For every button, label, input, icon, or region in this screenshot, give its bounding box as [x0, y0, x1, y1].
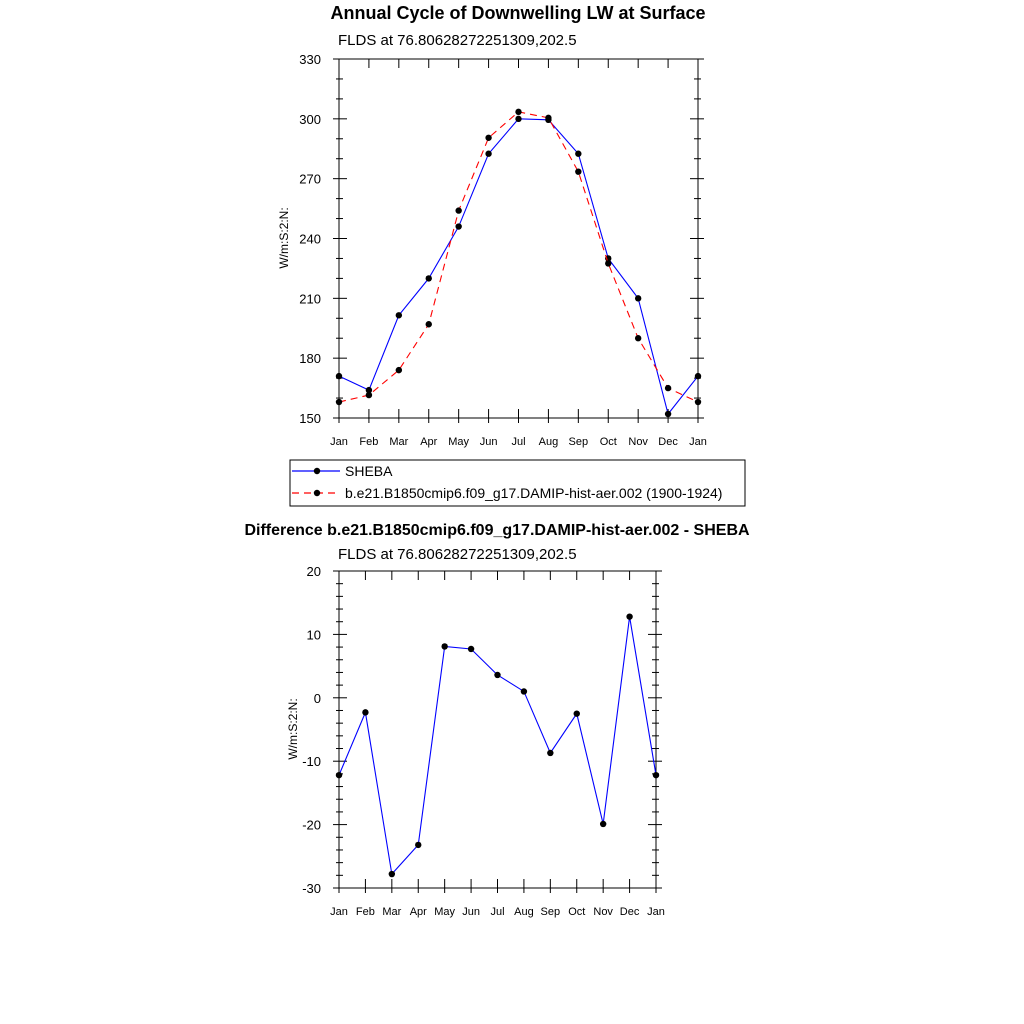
data-point	[695, 399, 701, 405]
data-point	[455, 223, 461, 229]
data-point	[485, 151, 491, 157]
x-tick-label: Aug	[538, 436, 559, 448]
x-tick-label: Nov	[593, 906, 613, 918]
data-point	[653, 772, 659, 778]
data-point	[575, 168, 581, 174]
data-point	[665, 411, 671, 417]
legend-label-sheba: SHEBA	[345, 463, 393, 479]
data-point	[366, 392, 372, 398]
difference-panel	[244, 522, 750, 918]
chart-title: Annual Cycle of Downwelling LW at Surface	[330, 3, 706, 23]
data-point	[396, 312, 402, 318]
y-tick-label: -10	[302, 754, 321, 770]
x-tick-label: Apr	[409, 906, 427, 918]
data-point	[545, 115, 551, 121]
data-point	[521, 688, 527, 694]
data-point	[635, 295, 641, 301]
data-point	[695, 373, 701, 379]
data-point	[336, 373, 342, 379]
data-point	[441, 643, 447, 649]
plot-area	[299, 52, 707, 448]
data-point	[415, 842, 421, 848]
x-tick-label: Mar	[389, 436, 409, 448]
x-tick-label: Oct	[599, 436, 617, 448]
chart-subtitle: FLDS at 76.80628272251309,202.5	[338, 546, 577, 563]
x-tick-label: Oct	[568, 906, 586, 918]
series-line-0	[339, 119, 698, 414]
x-tick-label: Jul	[490, 906, 505, 918]
data-point	[605, 260, 611, 266]
x-tick-label: Feb	[355, 906, 375, 918]
y-tick-label: 10	[306, 627, 321, 643]
data-point	[396, 367, 402, 373]
data-point	[515, 109, 521, 115]
data-point	[665, 385, 671, 391]
x-tick-label: Sep	[540, 906, 561, 918]
x-tick-label: Dec	[619, 906, 640, 918]
data-point	[426, 275, 432, 281]
data-point	[575, 151, 581, 157]
x-tick-label: Feb	[359, 436, 379, 448]
chart-subtitle: FLDS at 76.80628272251309,202.5	[338, 32, 577, 49]
data-point	[426, 321, 432, 327]
y-tick-label: 0	[313, 690, 321, 706]
data-point	[626, 613, 632, 619]
data-point	[635, 335, 641, 341]
data-point	[485, 135, 491, 141]
chart-title: Difference b.e21.B1850cmip6.f09_g17.DAMIP-hist-aer.002 - SHEBA	[244, 522, 750, 539]
y-tick-label: -20	[302, 817, 321, 833]
x-tick-label: Jan	[330, 436, 348, 448]
x-tick-label: May	[448, 436, 470, 448]
plot-area	[302, 564, 665, 918]
data-point	[547, 750, 553, 756]
x-tick-label: Nov	[628, 436, 648, 448]
annual-cycle-panel	[277, 3, 707, 448]
x-tick-label: Jan	[689, 436, 707, 448]
y-tick-label: 330	[299, 52, 321, 67]
data-point	[574, 710, 580, 716]
x-tick-label: Jun	[462, 906, 480, 918]
y-tick-label: 180	[299, 351, 321, 367]
x-tick-label: Sep	[568, 436, 589, 448]
data-point	[494, 672, 500, 678]
x-tick-label: Jan	[330, 906, 348, 918]
y-tick-label: 150	[299, 411, 321, 426]
data-point	[336, 772, 342, 778]
y-axis-label: W/m:S:2:N:	[286, 698, 300, 760]
legend-label-model: b.e21.B1850cmip6.f09_g17.DAMIP-hist-aer.002 (1900-1924)	[345, 485, 723, 501]
x-tick-label: Dec	[658, 436, 678, 448]
x-tick-label: Aug	[514, 906, 534, 918]
data-point	[515, 116, 521, 122]
data-point	[468, 646, 474, 652]
y-tick-label: 240	[299, 231, 321, 247]
legend-marker-model	[314, 490, 320, 496]
data-point	[455, 207, 461, 213]
y-tick-label: 20	[306, 564, 321, 579]
data-point	[362, 709, 368, 715]
y-tick-label: 300	[299, 111, 321, 127]
legend-marker-sheba	[314, 468, 320, 474]
data-point	[389, 871, 395, 877]
series-line-0	[339, 617, 656, 874]
series-line-1	[339, 112, 698, 402]
x-tick-label: Jul	[511, 436, 526, 448]
y-tick-label: 270	[299, 171, 321, 187]
y-axis-label: W/m:S:2:N:	[277, 207, 291, 269]
y-tick-label: -30	[302, 881, 321, 896]
x-tick-label: Jun	[479, 436, 498, 448]
legend	[290, 460, 745, 506]
y-tick-label: 210	[299, 291, 321, 307]
data-point	[600, 821, 606, 827]
data-point	[336, 399, 342, 405]
x-tick-label: Apr	[420, 436, 438, 448]
x-tick-label: Jan	[647, 906, 665, 918]
x-tick-label: Mar	[382, 906, 402, 918]
x-tick-label: May	[434, 906, 456, 918]
